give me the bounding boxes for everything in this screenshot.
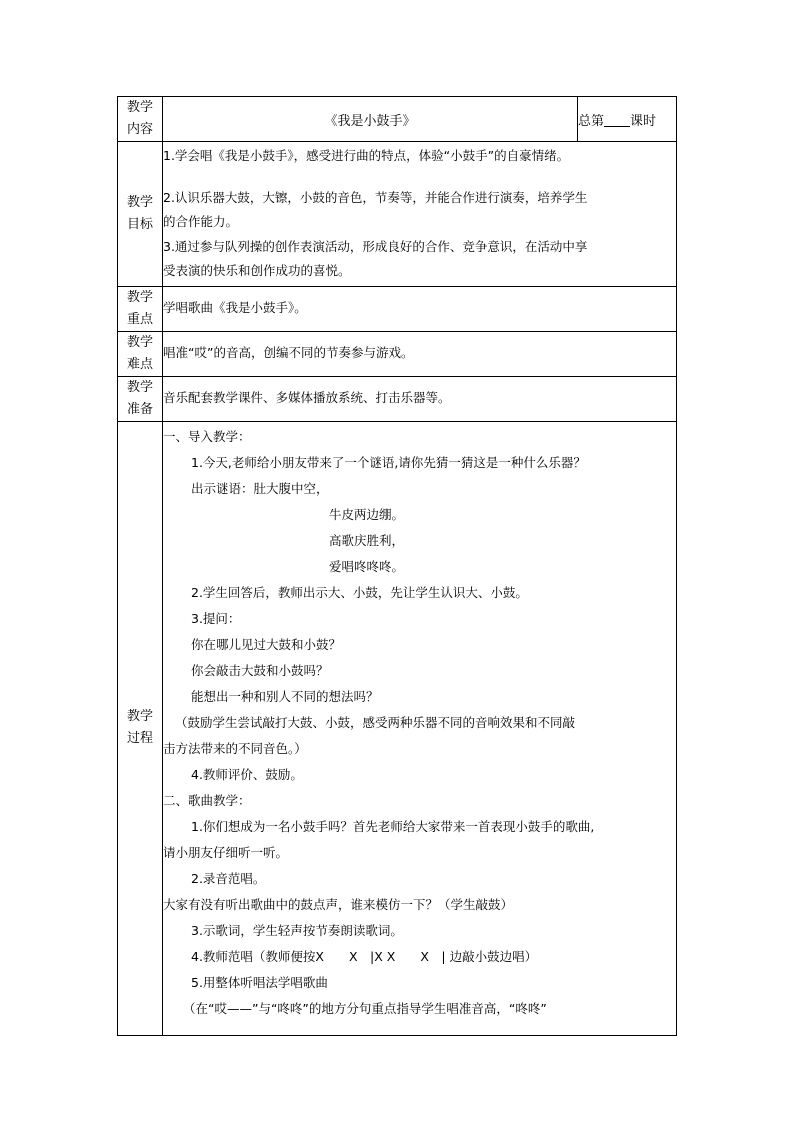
spacer	[163, 169, 676, 186]
process-line: 5.用整体听唱法学唱歌曲	[191, 974, 328, 990]
process-line: 请小朋友仔细听一听。	[163, 844, 289, 860]
process-line: 大家有没有听出歌曲中的鼓点声，谁来模仿一下？（学生敲鼓）	[163, 896, 514, 912]
process-line: 击方法带来的不同音色。）	[163, 740, 307, 756]
process-content	[163, 421, 677, 1035]
goals-content	[163, 142, 677, 287]
lesson-title: 《我是小鼓手》	[163, 97, 578, 142]
goal-line: 1.学会唱《我是小鼓手》，感受进行曲的特点，体验“小鼓手”的自豪情绪。	[163, 148, 570, 163]
section-heading: 一、导入教学：	[163, 428, 251, 444]
riddle-line: 爱唱咚咚咚。	[329, 558, 405, 574]
label-prep: 教学 准备	[118, 376, 163, 421]
row-difficulty	[118, 331, 677, 376]
process-line: 3.提问：	[191, 610, 241, 626]
process-line: 4.教师评价、鼓励。	[191, 766, 303, 782]
label-process: 教学 过程	[118, 421, 163, 1035]
row-process	[118, 421, 677, 1035]
difficulty-content: 唱准“哎”的音高，创编不同的节奏参与游戏。	[163, 331, 677, 376]
row-content	[118, 97, 677, 142]
process-line: 3.示歌词，学生轻声按节奏朗读歌词。	[191, 922, 403, 938]
process-line: 出示谜语：肚大腹中空，	[191, 480, 329, 496]
prep-content: 音乐配套教学课件、多媒体播放系统、打击乐器等。	[163, 376, 677, 421]
label-goals: 教学 目标	[118, 142, 163, 287]
process-line: （鼓励学生尝试敲打大鼓、小鼓，感受两种乐器不同的音响效果和不同敲	[175, 714, 576, 730]
goal-line: 受表演的快乐和创作成功的喜悦。	[163, 263, 351, 278]
goal-line: 3.通过参与队列操的创作表演活动，形成良好的合作、竞争意识，在活动中享	[163, 238, 588, 254]
lesson-plan-table	[117, 96, 677, 1036]
lesson-number: 总第 课时	[578, 97, 677, 142]
section-heading: 二、歌曲教学：	[163, 792, 251, 808]
process-line: 你会敲击大鼓和小鼓吗？	[191, 662, 329, 678]
process-line: 2.录音范唱。	[191, 870, 266, 886]
goal-line: 2.认识乐器大鼓，大镲，小鼓的音色，节奏等，并能合作进行演奏，培养学生	[163, 189, 588, 205]
process-line: 1.今天,老师给小朋友带来了一个谜语,请你先猜一猜这是一种什么乐器？	[191, 454, 586, 470]
row-goals	[118, 142, 677, 287]
label-key: 教学 重点	[118, 286, 163, 331]
lesson-number-blank	[604, 112, 630, 127]
row-prep	[118, 376, 677, 421]
label-content: 教学 内容	[118, 97, 163, 142]
riddle-line: 高歌庆胜利，	[329, 532, 405, 548]
process-line: 你在哪儿见过大鼓和小鼓？	[191, 636, 342, 652]
label-difficulty: 教学 难点	[118, 331, 163, 376]
goal-line: 的合作能力。	[163, 214, 239, 229]
process-line: （在“哎——”与“咚咚”的地方分句重点指导学生唱准音高，“咚咚”	[183, 1000, 547, 1016]
process-line: 能想出一种和别人不同的想法吗？	[191, 688, 379, 704]
process-line: 2.学生回答后，教师出示大、小鼓，先让学生认识大、小鼓。	[191, 584, 528, 600]
process-line: 4.教师范唱（教师便按X X |X X X | 边敲小鼓边唱）	[191, 948, 538, 964]
row-key	[118, 286, 677, 331]
key-content: 学唱歌曲《我是小鼓手》。	[163, 286, 677, 331]
riddle-line: 牛皮两边绷。	[329, 506, 405, 522]
process-line: 1.你们想成为一名小鼓手吗？首先老师给大家带来一首表现小鼓手的歌曲,	[191, 818, 595, 834]
